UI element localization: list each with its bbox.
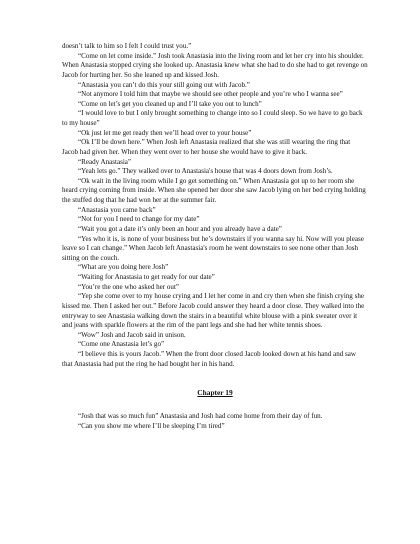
paragraph: “Not for you I need to change for my date” <box>78 215 200 224</box>
paragraph: “Can you show me where I’ll be sleeping I’m tired” <box>78 421 225 430</box>
paragraph: “Come on let’s get you cleaned up and I’ll take you out to lunch” <box>78 99 262 108</box>
paragraph: “Yep she come over to my house crying and I let her come in and cry then when she finish crying she kissed me. Then I asked her out.” Before Jacob could answer they heard a door close. They walked into the entryway to see Anastasia walking down the stairs in a beautiful white blouse with a pink sweater over it and jeans with sparkle flowers at the rim of the pant legs and she had her white tennis shoes. <box>62 292 365 330</box>
paragraph: “Yeah lets go.” They walked over to Anastasia's house that was 4 doors down from Josh’s. <box>78 167 333 176</box>
paragraph: “Come one Anastasia let’s go” <box>78 340 165 349</box>
paragraph: “Ready Anastasia” <box>78 157 132 166</box>
paragraph: “Ok I’ll be down here.” When Josh left Anastasia realized that she was still wearing the ring that Jacob had given her. When they went over to her house she would have to give it back. <box>62 138 351 156</box>
paragraph: “Come on let come inside.” Josh took Anastasia into the living room and let her cry into his shoulder. When Anastasia stopped crying she looked up. Anastasia knew what she had to do she had to get revenge on Jacob for hurting her. So she leaned up and kissed Josh. <box>62 51 368 79</box>
paragraph: “Josh that was so much fun” Anastasia and Josh had come home from their day of fun. <box>78 411 323 420</box>
paragraph: “I would love to but I only brought something to change into so I could sleep. So we have to go back to my house” <box>62 109 363 127</box>
paragraph: “Waiting for Anastasia to get ready for our date” <box>78 273 215 281</box>
paragraph: “Ok wait in the living room while I go get something on.” When Anastasia got up to her room she heard crying coming from inside. When she opened her door she saw Jacob lying on her bed crying holding the stuffed dog that he had won her at the summer fair. <box>62 176 366 204</box>
paragraph: “Wow” Josh and Jacob said in unison. <box>78 330 186 339</box>
paragraph: “You’re the one who asked her out” <box>78 282 180 291</box>
paragraph: doesn’t talk to him so I felt I could trust you.” <box>62 42 192 50</box>
paragraph: “What are you doing here Josh” <box>78 263 169 272</box>
paragraph: “Ok just let me get ready then we’ll head over to your house” <box>78 128 252 137</box>
paragraph: “Wait you got a date it’s only been an hour and you already have a date” <box>78 224 282 233</box>
paragraph: “Not anymore I told him that maybe we should see other people and you’re who I wanna see” <box>78 90 343 99</box>
chapter-heading: Chapter 19 <box>197 388 233 398</box>
paragraph: “Yes who it is, is none of your business but he’s downstairs if you wanna say hi. Now will you please leave so I can change.” When Jacob left Anastasia's room he went downstairs to see none other than Josh sitting on the couch. <box>62 234 364 262</box>
paragraph: “Anastasia you can’t do this your still going out with Jacob.” <box>78 80 250 89</box>
paragraph: “Anastasia you came back” <box>78 205 156 214</box>
paragraph: “I believe this is yours Jacob.” When the front door closed Jacob looked down at his hand and saw that Anastasia had put the ring he had bought her in his hand. <box>62 350 356 368</box>
